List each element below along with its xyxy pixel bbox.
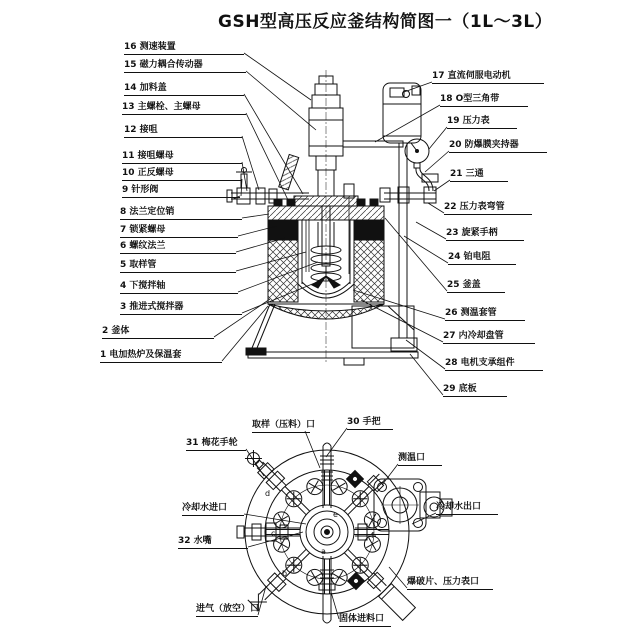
part-label-29: 29 底板 [443, 383, 507, 397]
solid-feed-rod [319, 556, 335, 623]
port-label-gas-inlet: 进气（放空）口 [196, 603, 258, 617]
port-label-handle-30: 30 手把 [347, 416, 393, 430]
part-label-11: 11 接咀螺母 [122, 150, 242, 164]
part-label-9: 9 针形阀 [122, 184, 240, 198]
part-label-7: 7 锁紧螺母 [120, 224, 238, 238]
part-label-28: 28 电机支承组件 [445, 357, 543, 371]
reactor-top-view [237, 443, 452, 623]
port-label-water-inlet: 冷却水进口 [182, 502, 244, 516]
port-letter-f: f [371, 531, 374, 540]
port-letter-e: e [333, 510, 338, 519]
port-label-rupture-disc: 爆破片、压力表口 [407, 576, 493, 590]
part-label-24: 24 铂电阻 [448, 251, 516, 265]
port-letter-b: b [282, 569, 288, 578]
part-label-16: 16 测速装置 [124, 41, 244, 55]
part-label-4: 4 下搅拌轴 [120, 280, 238, 294]
part-label-21: 21 三通 [450, 168, 508, 182]
part-label-14: 14 加料盖 [124, 82, 244, 96]
part-label-12: 12 接咀 [124, 124, 242, 138]
part-label-10: 10 正反螺母 [122, 167, 242, 181]
port-label-solid-feed: 固体进料口 [339, 613, 391, 627]
part-label-25: 25 釜盖 [447, 279, 505, 293]
port-label-sampling: 取样（压料）口 [252, 419, 310, 433]
vessel-cover [268, 206, 384, 220]
part-label-27: 27 内冷却盘管 [443, 330, 535, 344]
part-label-3: 3 推进式搅拌器 [120, 301, 242, 315]
diagram-title: GSH型高压反应釜结构简图一（1L～3L） [218, 12, 553, 32]
port-label-water-outlet: 冷却水出口 [436, 501, 498, 515]
part-label-1: 1 电加热炉及保温套 [100, 349, 222, 363]
reactor-front-view [227, 70, 438, 365]
part-label-13: 13 主螺栓、主螺母 [122, 101, 246, 115]
diamond-bolt-upper [347, 471, 364, 488]
part-label-26: 26 测温套管 [445, 307, 525, 321]
leader-lines [214, 53, 450, 619]
feed-cover [294, 196, 358, 206]
part-label-22: 22 压力表弯管 [444, 201, 532, 215]
part-label-18: 18 O型三角带 [440, 93, 528, 107]
port-letter-a: a [321, 547, 326, 556]
port-label-handwheel-31: 31 梅花手轮 [186, 437, 246, 451]
motor-support-column [391, 143, 417, 351]
part-label-23: 23 旋紧手柄 [446, 227, 524, 241]
part-label-2: 2 釜体 [102, 325, 214, 339]
part-label-6: 6 螺纹法兰 [120, 240, 236, 254]
part-label-5: 5 取样管 [120, 259, 236, 273]
port-label-nozzle-32: 32 水嘴 [178, 535, 248, 549]
port-letter-c: c [271, 529, 276, 538]
part-label-17: 17 直流伺服电动机 [432, 70, 544, 84]
handle-rod [320, 443, 334, 508]
part-label-19: 19 压力表 [447, 115, 517, 129]
port-label-thermo: 测温口 [398, 452, 442, 466]
part-label-15: 15 磁力耦合传动器 [124, 59, 246, 73]
part-label-20: 20 防爆膜夹持器 [449, 139, 547, 153]
port-letter-d: d [265, 489, 271, 498]
tee-fitting [424, 187, 436, 203]
diamond-bolt-lower [348, 573, 365, 590]
part-label-8: 8 法兰定位销 [120, 206, 242, 220]
v-belt [343, 141, 403, 147]
